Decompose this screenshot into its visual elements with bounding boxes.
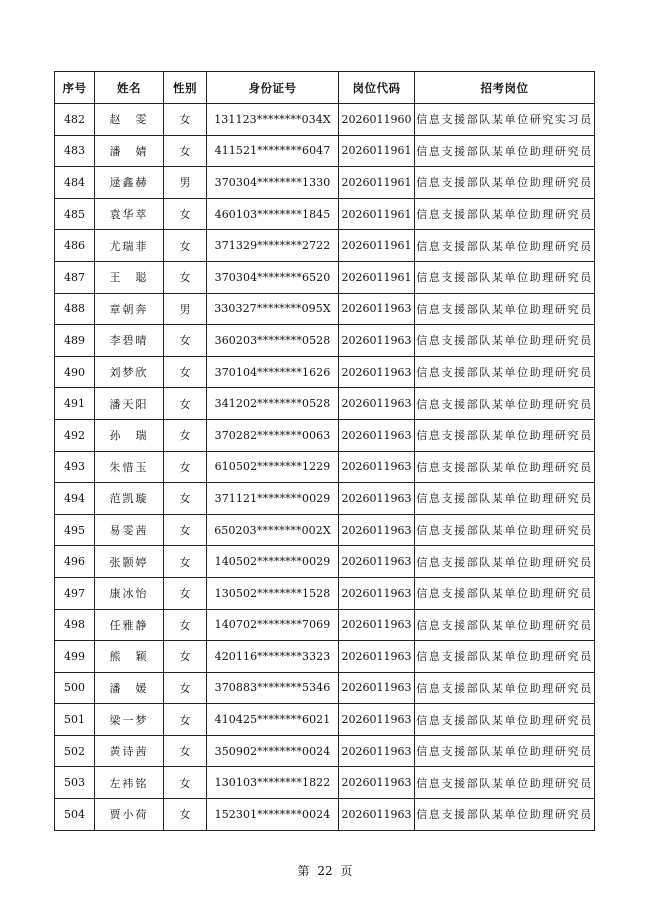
cell-serial: 504 — [55, 799, 95, 831]
cell-serial: 486 — [55, 230, 95, 262]
cell-gender: 女 — [164, 104, 207, 136]
cell-serial: 485 — [55, 198, 95, 230]
cell-serial: 501 — [55, 704, 95, 736]
page-number: 第 22 页 — [297, 864, 353, 878]
cell-id-number: 370883********5346 — [207, 672, 339, 704]
table-row — [55, 735, 595, 767]
cell-name: 熊 颖 — [95, 641, 164, 673]
cell-gender: 女 — [164, 735, 207, 767]
table-row — [55, 388, 595, 420]
cell-gender: 女 — [164, 261, 207, 293]
cell-id-number: 341202********0528 — [207, 388, 339, 420]
cell-post: 信息支援部队某单位助理研究员 — [415, 388, 595, 420]
cell-post-code: 2026011963 — [339, 672, 415, 704]
cell-serial: 496 — [55, 546, 95, 578]
cell-id-number: 130103********1822 — [207, 767, 339, 799]
cell-gender: 女 — [164, 325, 207, 357]
roster-sheet — [54, 71, 594, 831]
cell-name: 潘天阳 — [95, 388, 164, 420]
cell-id-number: 371121********0029 — [207, 483, 339, 515]
cell-id-number: 370282********0063 — [207, 419, 339, 451]
cell-post-code: 2026011963 — [339, 735, 415, 767]
cell-post-code: 2026011963 — [339, 704, 415, 736]
cell-name: 逯鑫赫 — [95, 167, 164, 199]
header-gender: 性别 — [164, 72, 207, 104]
table-row — [55, 577, 595, 609]
table-row — [55, 261, 595, 293]
cell-post: 信息支援部队某单位助理研究员 — [415, 546, 595, 578]
cell-name: 康冰怡 — [95, 577, 164, 609]
cell-post: 信息支援部队某单位助理研究员 — [415, 451, 595, 483]
cell-post-code: 2026011961 — [339, 261, 415, 293]
cell-serial: 491 — [55, 388, 95, 420]
cell-post-code: 2026011963 — [339, 419, 415, 451]
cell-name: 任雅静 — [95, 609, 164, 641]
cell-id-number: 140702********7069 — [207, 609, 339, 641]
table-row — [55, 451, 595, 483]
candidate-table — [54, 71, 595, 831]
cell-serial: 497 — [55, 577, 95, 609]
cell-gender: 女 — [164, 451, 207, 483]
cell-post-code: 2026011961 — [339, 135, 415, 167]
cell-post-code: 2026011963 — [339, 546, 415, 578]
cell-post: 信息支援部队某单位助理研究员 — [415, 230, 595, 262]
table-row — [55, 230, 595, 262]
table-row — [55, 641, 595, 673]
cell-name: 袁华萃 — [95, 198, 164, 230]
cell-gender: 女 — [164, 230, 207, 262]
cell-post: 信息支援部队某单位助理研究员 — [415, 198, 595, 230]
table-body — [55, 104, 595, 831]
cell-post-code: 2026011963 — [339, 514, 415, 546]
cell-id-number: 140502********0029 — [207, 546, 339, 578]
cell-post: 信息支援部队某单位助理研究员 — [415, 419, 595, 451]
cell-post-code: 2026011963 — [339, 609, 415, 641]
cell-post-code: 2026011963 — [339, 356, 415, 388]
cell-id-number: 370304********1330 — [207, 167, 339, 199]
cell-post-code: 2026011961 — [339, 167, 415, 199]
cell-post-code: 2026011963 — [339, 388, 415, 420]
table-header-row — [55, 72, 595, 104]
cell-name: 潘 婧 — [95, 135, 164, 167]
table-row — [55, 546, 595, 578]
table-row — [55, 672, 595, 704]
cell-serial: 494 — [55, 483, 95, 515]
cell-id-number: 411521********6047 — [207, 135, 339, 167]
cell-serial: 490 — [55, 356, 95, 388]
table-row — [55, 325, 595, 357]
cell-post: 信息支援部队某单位助理研究员 — [415, 325, 595, 357]
table-row — [55, 135, 595, 167]
cell-serial: 500 — [55, 672, 95, 704]
header-post-code: 岗位代码 — [339, 72, 415, 104]
cell-gender: 女 — [164, 609, 207, 641]
cell-id-number: 610502********1229 — [207, 451, 339, 483]
cell-serial: 499 — [55, 641, 95, 673]
cell-post-code: 2026011961 — [339, 198, 415, 230]
cell-id-number: 420116********3323 — [207, 641, 339, 673]
header-name: 姓名 — [95, 72, 164, 104]
cell-gender: 女 — [164, 672, 207, 704]
cell-id-number: 410425********6021 — [207, 704, 339, 736]
cell-gender: 女 — [164, 799, 207, 831]
table-row — [55, 483, 595, 515]
cell-post: 信息支援部队某单位助理研究员 — [415, 514, 595, 546]
cell-serial: 489 — [55, 325, 95, 357]
header-id-number: 身份证号 — [207, 72, 339, 104]
cell-post-code: 2026011963 — [339, 293, 415, 325]
cell-post-code: 2026011963 — [339, 767, 415, 799]
cell-name: 章朝奔 — [95, 293, 164, 325]
table-row — [55, 767, 595, 799]
cell-gender: 男 — [164, 167, 207, 199]
table-row — [55, 198, 595, 230]
cell-name: 梁一梦 — [95, 704, 164, 736]
table-row — [55, 356, 595, 388]
cell-post: 信息支援部队某单位助理研究员 — [415, 672, 595, 704]
cell-post-code: 2026011960 — [339, 104, 415, 136]
cell-serial: 488 — [55, 293, 95, 325]
cell-serial: 493 — [55, 451, 95, 483]
cell-post-code: 2026011963 — [339, 325, 415, 357]
cell-post-code: 2026011963 — [339, 799, 415, 831]
header-serial: 序号 — [55, 72, 95, 104]
cell-id-number: 152301********0024 — [207, 799, 339, 831]
cell-gender: 女 — [164, 546, 207, 578]
cell-id-number: 350902********0024 — [207, 735, 339, 767]
cell-post: 信息支援部队某单位助理研究员 — [415, 641, 595, 673]
cell-id-number: 371329********2722 — [207, 230, 339, 262]
cell-post-code: 2026011963 — [339, 577, 415, 609]
table-row — [55, 167, 595, 199]
cell-id-number: 370304********6520 — [207, 261, 339, 293]
cell-id-number: 130502********1528 — [207, 577, 339, 609]
cell-post: 信息支援部队某单位助理研究员 — [415, 261, 595, 293]
cell-id-number: 131123********034X — [207, 104, 339, 136]
cell-serial: 487 — [55, 261, 95, 293]
cell-id-number: 360203********0528 — [207, 325, 339, 357]
cell-serial: 495 — [55, 514, 95, 546]
cell-id-number: 650203********002X — [207, 514, 339, 546]
header-post: 招考岗位 — [415, 72, 595, 104]
cell-name: 李碧晴 — [95, 325, 164, 357]
cell-name: 范凯璇 — [95, 483, 164, 515]
cell-serial: 502 — [55, 735, 95, 767]
cell-post: 信息支援部队某单位助理研究员 — [415, 609, 595, 641]
cell-gender: 女 — [164, 704, 207, 736]
cell-name: 朱惜玉 — [95, 451, 164, 483]
cell-serial: 484 — [55, 167, 95, 199]
table-row — [55, 704, 595, 736]
cell-name: 张颢婷 — [95, 546, 164, 578]
cell-post: 信息支援部队某单位助理研究员 — [415, 293, 595, 325]
cell-post: 信息支援部队某单位助理研究员 — [415, 735, 595, 767]
cell-id-number: 370104********1626 — [207, 356, 339, 388]
cell-gender: 女 — [164, 388, 207, 420]
cell-post: 信息支援部队某单位助理研究员 — [415, 577, 595, 609]
cell-gender: 女 — [164, 419, 207, 451]
cell-name: 王 聪 — [95, 261, 164, 293]
cell-gender: 女 — [164, 641, 207, 673]
cell-serial: 498 — [55, 609, 95, 641]
cell-serial: 492 — [55, 419, 95, 451]
cell-post: 信息支援部队某单位助理研究员 — [415, 135, 595, 167]
cell-gender: 女 — [164, 514, 207, 546]
cell-gender: 女 — [164, 767, 207, 799]
cell-name: 黄诗茜 — [95, 735, 164, 767]
cell-name: 潘 媛 — [95, 672, 164, 704]
table-row — [55, 514, 595, 546]
cell-gender: 女 — [164, 135, 207, 167]
table-row — [55, 293, 595, 325]
cell-serial: 483 — [55, 135, 95, 167]
cell-post: 信息支援部队某单位助理研究员 — [415, 483, 595, 515]
table-row — [55, 609, 595, 641]
cell-name: 孙 瑞 — [95, 419, 164, 451]
cell-name: 左袆铭 — [95, 767, 164, 799]
cell-post-code: 2026011963 — [339, 483, 415, 515]
cell-name: 贾小荷 — [95, 799, 164, 831]
cell-post-code: 2026011961 — [339, 230, 415, 262]
cell-name: 易雯茜 — [95, 514, 164, 546]
cell-serial: 482 — [55, 104, 95, 136]
table-row — [55, 419, 595, 451]
cell-gender: 女 — [164, 577, 207, 609]
cell-id-number: 460103********1845 — [207, 198, 339, 230]
cell-name: 尤瑞菲 — [95, 230, 164, 262]
cell-post: 信息支援部队某单位助理研究员 — [415, 356, 595, 388]
cell-post: 信息支援部队某单位助理研究员 — [415, 704, 595, 736]
cell-post: 信息支援部队某单位助理研究员 — [415, 167, 595, 199]
cell-gender: 女 — [164, 483, 207, 515]
cell-post-code: 2026011963 — [339, 641, 415, 673]
cell-post-code: 2026011963 — [339, 451, 415, 483]
cell-id-number: 330327********095X — [207, 293, 339, 325]
cell-post: 信息支援部队某单位助理研究员 — [415, 799, 595, 831]
cell-gender: 男 — [164, 293, 207, 325]
cell-post: 信息支援部队某单位助理研究员 — [415, 767, 595, 799]
cell-gender: 女 — [164, 356, 207, 388]
table-row — [55, 799, 595, 831]
cell-post: 信息支援部队某单位研究实习员 — [415, 104, 595, 136]
cell-gender: 女 — [164, 198, 207, 230]
cell-name: 刘梦欣 — [95, 356, 164, 388]
table-row — [55, 104, 595, 136]
cell-serial: 503 — [55, 767, 95, 799]
cell-name: 赵 雯 — [95, 104, 164, 136]
